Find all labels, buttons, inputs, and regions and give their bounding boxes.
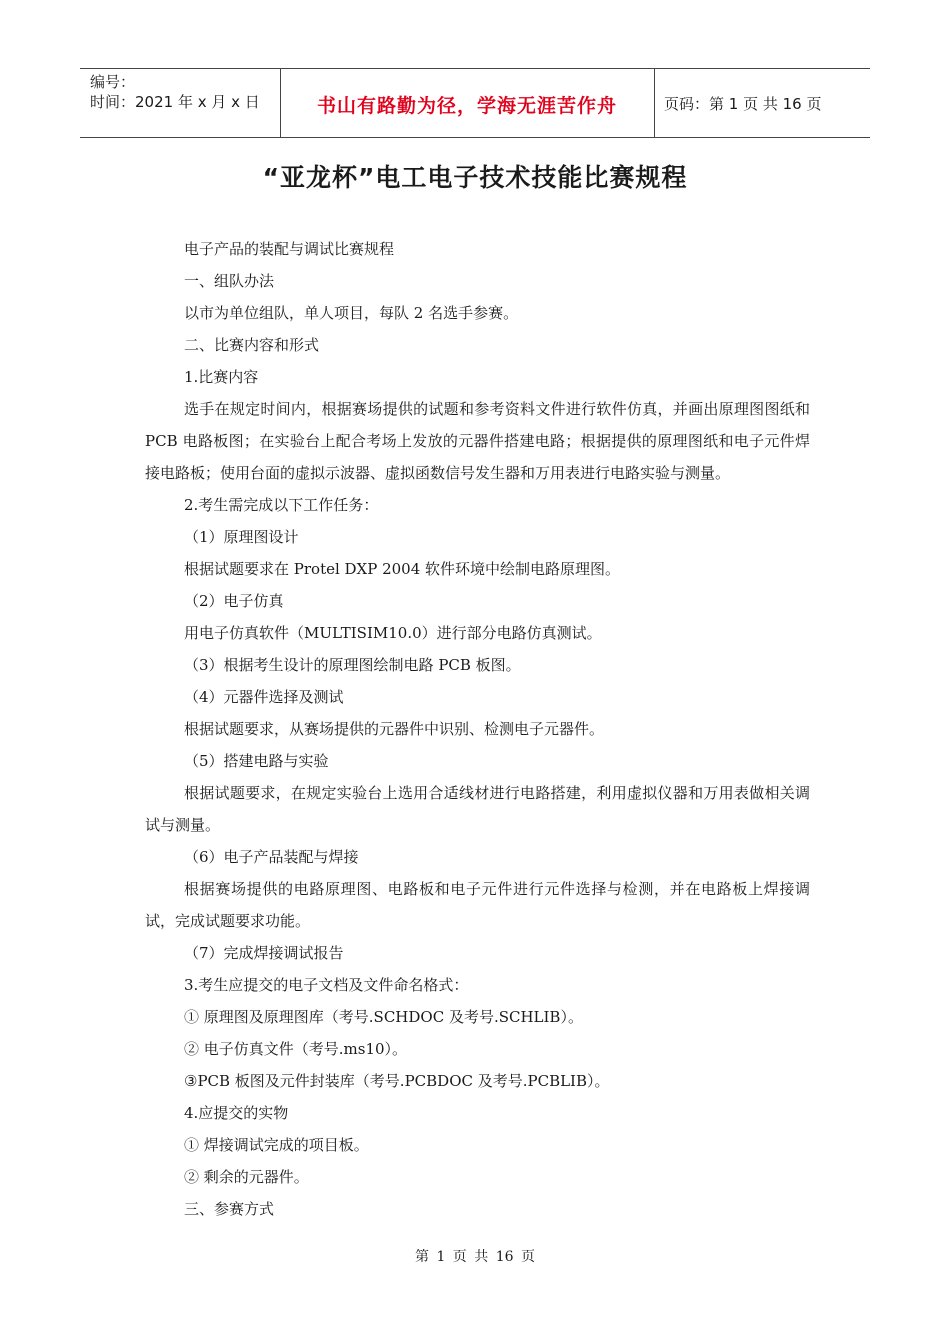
header-page-cell	[654, 69, 870, 137]
page-info: 页码：第 1 页 共 16 页	[664, 95, 822, 113]
task-heading: （3）根据考生设计的原理图绘制电路 PCB 板图。	[184, 656, 521, 674]
body-paragraph: 根据赛场提供的电路原理图、电路板和电子元件进行元件选择与检测，并在电路板上焊接调试，完成试题要求功能。	[145, 880, 810, 930]
subsection-heading: 4.应提交的实物	[184, 1104, 289, 1122]
subsection-heading: 3.考生应提交的电子文档及文件命名格式：	[184, 976, 469, 994]
task-heading: （6）电子产品装配与焊接	[184, 848, 359, 866]
document-body	[145, 233, 810, 1225]
motto-text: 书山有路勤为径，学海无涯苦作舟	[316, 95, 617, 117]
section-heading: 二、比赛内容和形式	[184, 336, 320, 354]
subsection-heading: 2.考生需完成以下工作任务：	[184, 496, 379, 514]
list-item: ① 原理图及原理图库（考号.SCHDOC 及考号.SCHLIB）。	[184, 1008, 583, 1026]
body-paragraph: 根据试题要求在 Protel DXP 2004 软件环境中绘制电路原理图。	[184, 560, 621, 578]
document-title: “亚龙杯”电工电子技术技能比赛规程	[262, 163, 688, 192]
document-header	[80, 68, 870, 138]
task-heading: （2）电子仿真	[184, 592, 284, 610]
section-heading: 电子产品的装配与调试比赛规程	[184, 240, 395, 258]
task-heading: （7）完成焊接调试报告	[184, 944, 344, 962]
body-paragraph: 选手在规定时间内，根据赛场提供的试题和参考资料文件进行软件仿真，并画出原理图图纸和 PCB 电路板图；在实验台上配合考场上发放的元器件搭建电路；根据提供的原理图纸和电子元件焊接电路板；使用台面的虚拟示波器、虚拟函数信号发生器和万用表进行电路实验与测量。	[145, 400, 810, 482]
header-motto-cell	[280, 69, 655, 137]
list-item: ① 焊接调试完成的项目板。	[184, 1136, 369, 1154]
list-item: ② 剩余的元器件。	[184, 1168, 309, 1186]
section-heading: 三、参赛方式	[184, 1200, 275, 1218]
time-label: 时间：2021 年 x 月 x 日	[90, 93, 260, 111]
task-heading: （4）元器件选择及测试	[184, 688, 344, 706]
body-paragraph: 根据试题要求，在规定实验台上选用合适线材进行电路搭建，利用虚拟仪器和万用表做相关调试与测量。	[145, 784, 810, 834]
list-item: ② 电子仿真文件（考号.ms10）。	[184, 1040, 408, 1058]
section-heading: 一、组队办法	[184, 272, 275, 290]
page-footer: 第 1 页 共 16 页	[415, 1249, 535, 1265]
header-meta-cell	[80, 69, 281, 137]
body-paragraph: 根据试题要求，从赛场提供的元器件中识别、检测电子元器件。	[184, 720, 605, 738]
subsection-heading: 1.比赛内容	[184, 368, 259, 386]
body-paragraph: 以市为单位组队，单人项目，每队 2 名选手参赛。	[184, 304, 519, 322]
task-heading: （5）搭建电路与实验	[184, 752, 329, 770]
number-label: 编号：	[90, 73, 136, 91]
list-item: ③PCB 板图及元件封装库（考号.PCBDOC 及考号.PCBLIB）。	[184, 1072, 610, 1090]
task-heading: （1）原理图设计	[184, 528, 299, 546]
body-paragraph: 用电子仿真软件（MULTISIM10.0）进行部分电路仿真测试。	[184, 624, 602, 642]
